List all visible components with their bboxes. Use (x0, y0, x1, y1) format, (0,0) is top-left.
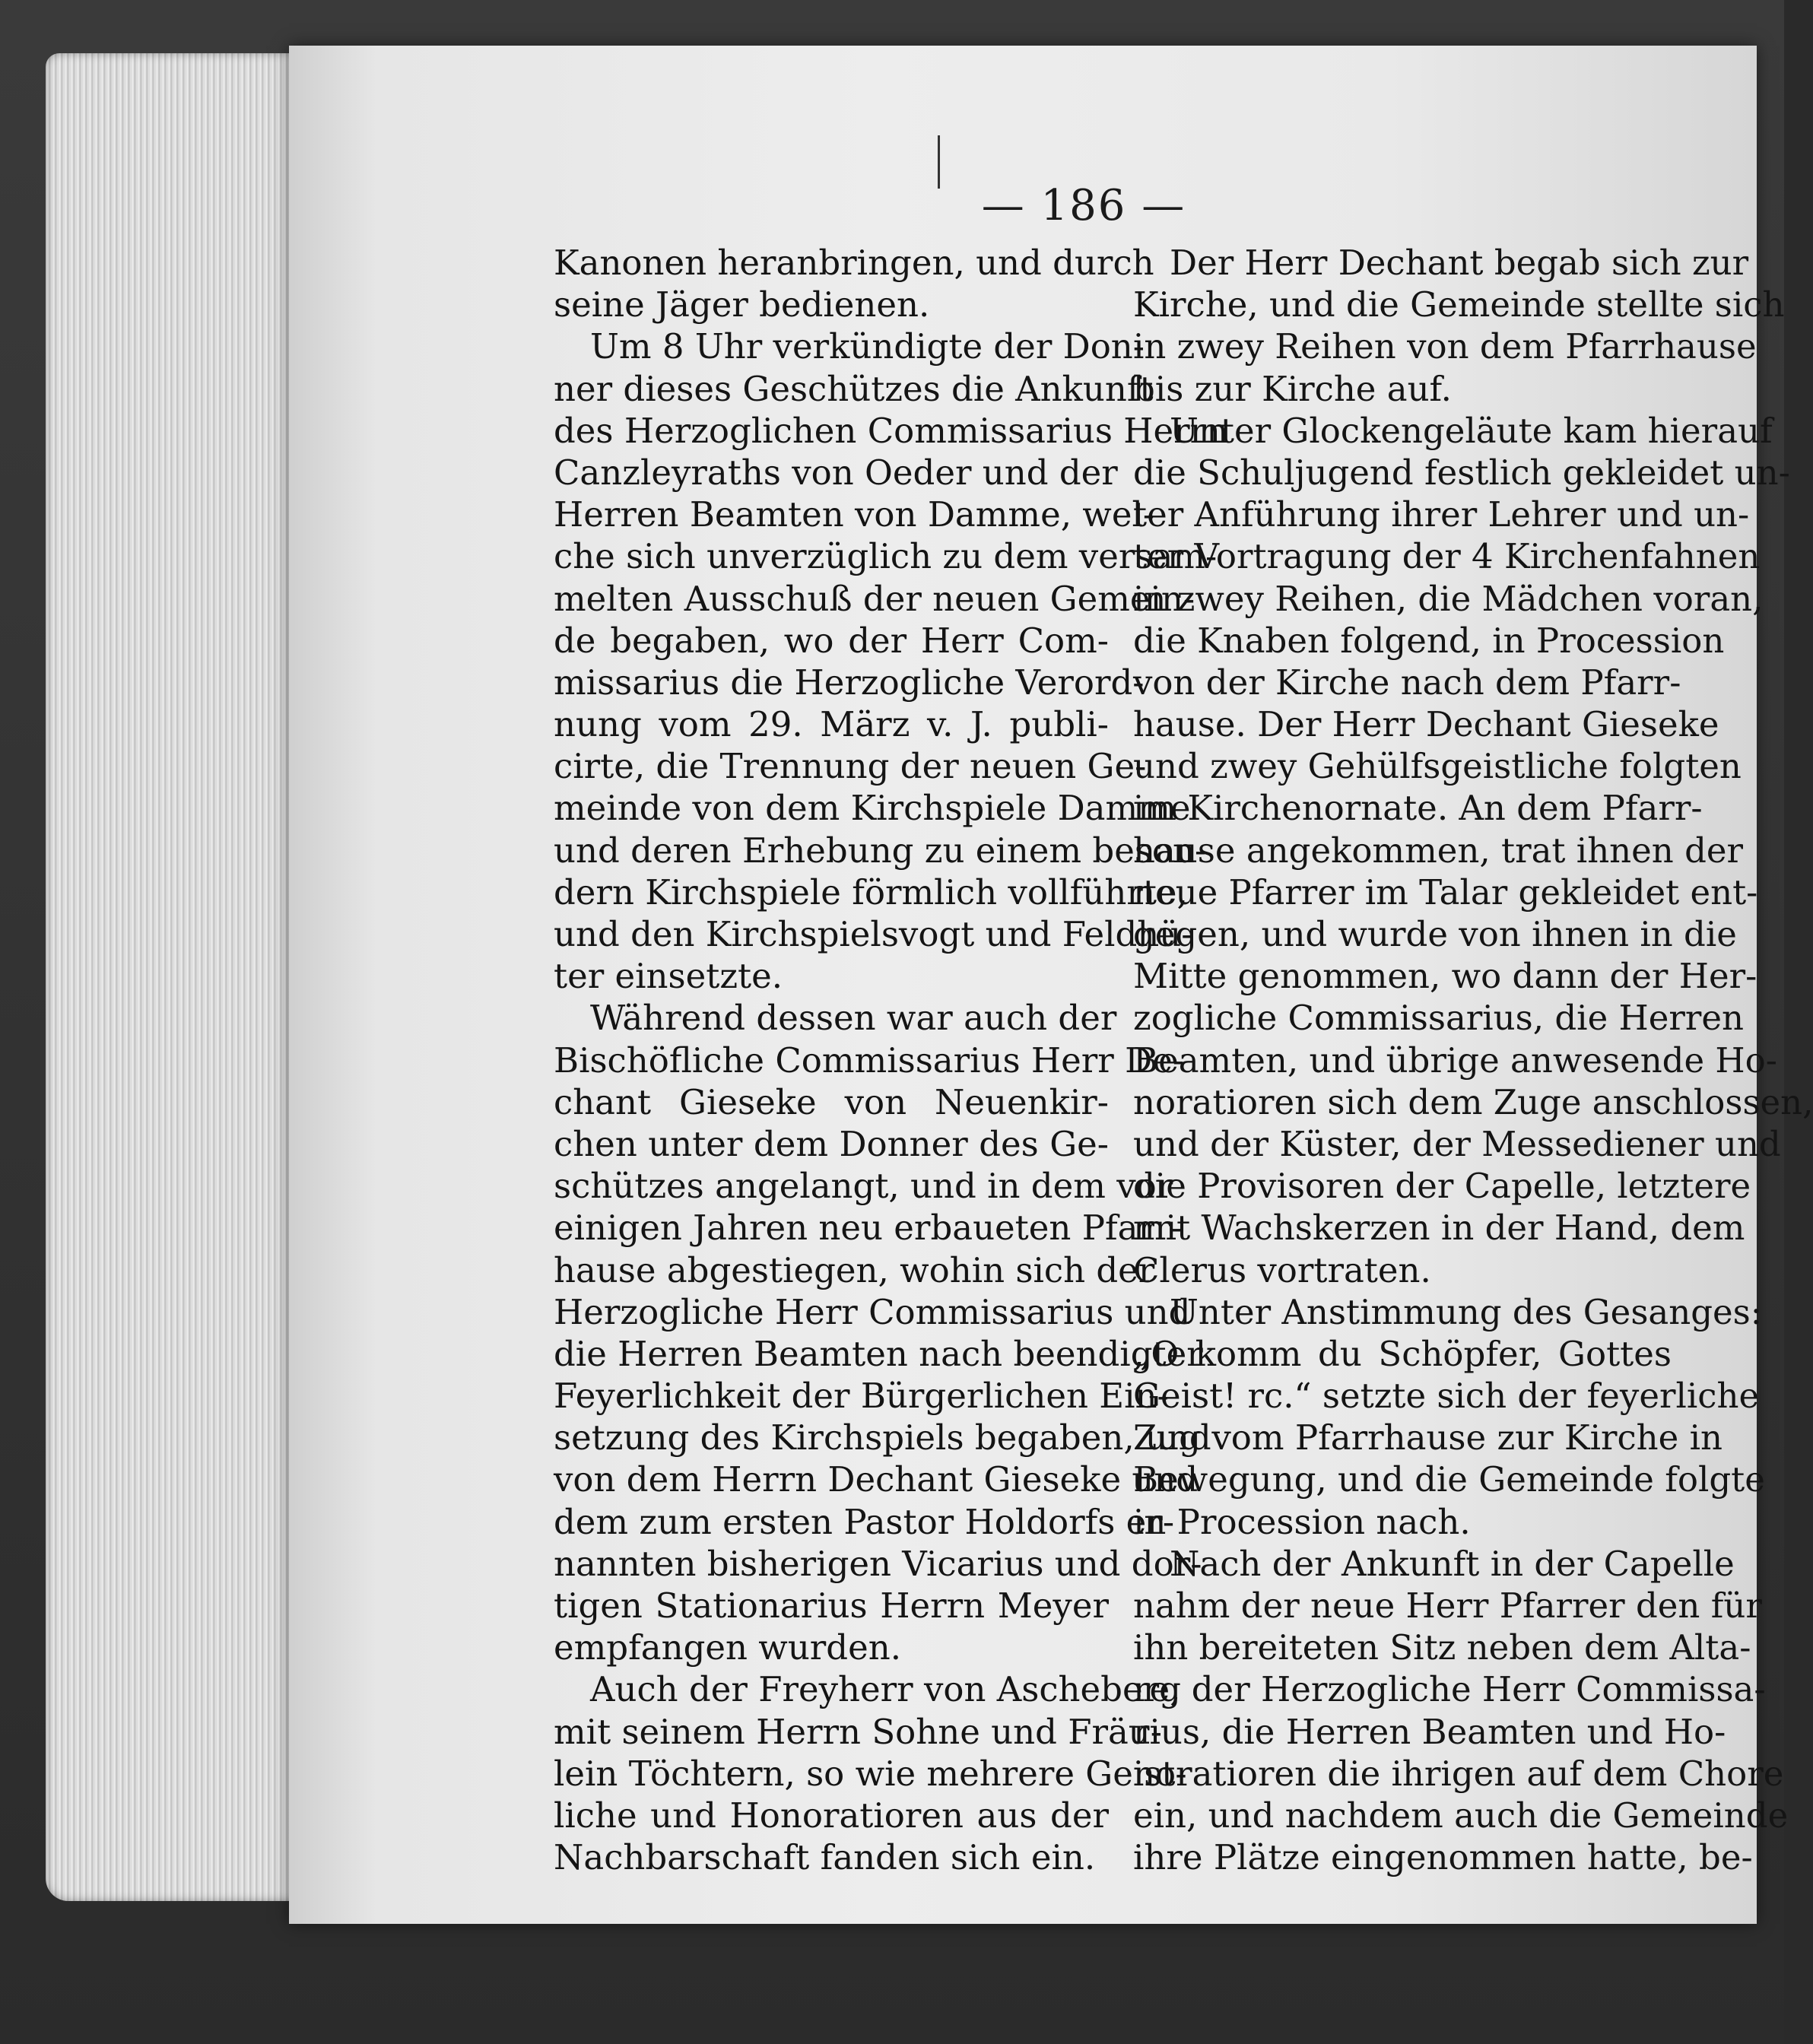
text-line: im Kirchenornate. An dem Pfarr- (1133, 788, 1703, 829)
text-line: Kirche, und die Gemeinde stellte sich (1133, 284, 1785, 325)
text-line: Unter Glockengeläute kam hierauf (1170, 410, 1773, 451)
text-line: dem zum ersten Pastor Holdorfs er- (554, 1501, 1175, 1542)
text-line: seine Jäger bedienen. (554, 284, 930, 325)
text-line: hause. Der Herr Dechant Gieseke (1133, 704, 1719, 745)
page-stack-edge (46, 53, 304, 1901)
text-line: de begaben, wo der Herr Com- (554, 620, 1109, 661)
text-line: von dem Herrn Dechant Gieseke und (554, 1459, 1199, 1500)
text-line: ein, und nachdem auch die Gemeinde (1133, 1795, 1789, 1836)
text-line: des Herzoglichen Commissarius Herrn (554, 410, 1229, 451)
text-line: Bischöfliche Commissarius Herr De- (554, 1039, 1185, 1081)
right-text-column (1133, 242, 1813, 1878)
text-line: melten Ausschuß der neuen Gemein- (554, 578, 1195, 619)
text-line: Beamten, und übrige anwesende Ho- (1133, 1039, 1777, 1081)
text-line: empfangen wurden. (554, 1627, 902, 1668)
text-line: chant Gieseke von Neuenkir- (554, 1081, 1109, 1122)
text-line: Geist! rc.“ setzte sich der feyerliche (1133, 1376, 1760, 1417)
text-line: ter Anführung ihrer Lehrer und un- (1133, 494, 1750, 535)
text-line: ihn bereiteten Sitz neben dem Alta- (1133, 1627, 1751, 1668)
text-line: in zwey Reihen, die Mädchen voran, (1133, 578, 1764, 619)
text-line: ner dieses Geschützes die Ankunft (554, 368, 1154, 409)
left-text-column (554, 242, 1229, 1878)
text-line: und der Küster, der Messediener und (1133, 1123, 1781, 1164)
text-line: Herzogliche Herr Commissarius und (554, 1291, 1191, 1332)
text-line: neue Pfarrer im Talar gekleidet ent- (1133, 871, 1758, 912)
text-line: Während dessen war auch der (590, 998, 1117, 1039)
text-line: setzung des Kirchspiels begaben, und (554, 1417, 1211, 1458)
gutter-mark (938, 135, 940, 189)
text-line: tigen Stationarius Herrn Meyer (554, 1585, 1109, 1626)
text-line: Kanonen heranbringen, und durch (554, 243, 1154, 283)
text-line: ter einsetzte. (554, 956, 783, 997)
text-line: und deren Erhebung zu einem beson- (554, 830, 1207, 871)
text-line: rius, die Herren Beamten und Ho- (1133, 1711, 1726, 1752)
text-line: die Schuljugend festlich gekleidet un- (1133, 452, 1790, 493)
text-line: Nach der Ankunft in der Capelle (1170, 1543, 1735, 1584)
text-line: einigen Jahren neu erbaueten Pfarr- (554, 1208, 1183, 1249)
text-line: noratioren sich dem Zuge anschlossen, (1133, 1081, 1813, 1122)
text-line: re, der Herzogliche Herr Commissa- (1133, 1669, 1766, 1710)
text-line: Feyerlichkeit der Bürgerlichen Ein- (554, 1376, 1169, 1417)
text-line: Der Herr Dechant begab sich zur (1170, 243, 1749, 283)
text-line: ter Vortragung der 4 Kirchenfahnen (1133, 536, 1761, 577)
text-line: die Knaben folgend, in Procession (1133, 620, 1725, 661)
text-line: die Provisoren der Capelle, letztere (1133, 1166, 1751, 1207)
text-line: Bewegung, und die Gemeinde folgte (1133, 1459, 1765, 1500)
text-line: Auch der Freyherr von Ascheberg (590, 1669, 1181, 1710)
text-line: dern Kirchspiele förmlich vollführte, (554, 871, 1188, 912)
text-line: che sich unverzüglich zu dem versam- (554, 536, 1218, 577)
text-line: lein Töchtern, so wie mehrere Geist- (554, 1753, 1187, 1794)
text-line: hause angekommen, trat ihnen der (1133, 830, 1744, 871)
text-line: noratioren die ihrigen auf dem Chore (1133, 1753, 1784, 1794)
text-line: Mitte genommen, wo dann der Her- (1133, 956, 1757, 997)
text-line: cirte, die Trennung der neuen Ge- (554, 746, 1147, 787)
text-line: nannten bisherigen Vicarius und dor- (554, 1543, 1202, 1584)
text-line: bis zur Kirche auf. (1133, 368, 1452, 409)
text-line: Zug vom Pfarrhause zur Kirche in (1133, 1417, 1723, 1458)
text-line: mit seinem Herrn Sohne und Fräu- (554, 1711, 1162, 1752)
text-line: Um 8 Uhr verkündigte der Don- (590, 326, 1145, 367)
text-line: „O komm du Schöpfer, Gottes (1133, 1333, 1672, 1374)
text-line: gegen, und wurde von ihnen in die (1133, 914, 1737, 954)
text-line: von der Kirche nach dem Pfarr- (1133, 662, 1681, 703)
text-line: die Herren Beamten nach beendigter (554, 1333, 1203, 1374)
text-line: Nachbarschaft fanden sich ein. (554, 1837, 1096, 1878)
text-line: meinde von dem Kirchspiele Damme (554, 788, 1191, 829)
text-line: missarius die Herzogliche Verord- (554, 662, 1145, 703)
text-line: hause abgestiegen, wohin sich der (554, 1249, 1155, 1290)
text-line: nung vom 29. März v. J. publi- (554, 704, 1109, 745)
text-line: Canzleyraths von Oeder und der (554, 452, 1118, 493)
page-number: — 186 — (981, 181, 1186, 230)
text-line: zogliche Commissarius, die Herren (1133, 998, 1745, 1039)
text-line: in zwey Reihen von dem Pfarrhause (1133, 326, 1757, 367)
text-line: schützes angelangt, und in dem vor (554, 1166, 1173, 1207)
text-line: und den Kirchspielsvogt und Feldhü- (554, 914, 1193, 954)
text-line: Unter Anstimmung des Gesanges: (1170, 1291, 1762, 1332)
text-line: mit Wachskerzen in der Hand, dem (1133, 1208, 1745, 1249)
text-line: nahm der neue Herr Pfarrer den für (1133, 1585, 1762, 1626)
text-line: in Procession nach. (1133, 1501, 1471, 1542)
text-line: und zwey Gehülfsgeistliche folgten (1133, 746, 1742, 787)
text-line: chen unter dem Donner des Ge- (554, 1123, 1109, 1164)
text-line: liche und Honoratioren aus der (554, 1795, 1109, 1836)
text-line: ihre Plätze eingenommen hatte, be- (1133, 1837, 1753, 1878)
text-line: Herren Beamten von Damme, wel- (554, 494, 1155, 535)
text-line: Clerus vortraten. (1133, 1249, 1431, 1290)
